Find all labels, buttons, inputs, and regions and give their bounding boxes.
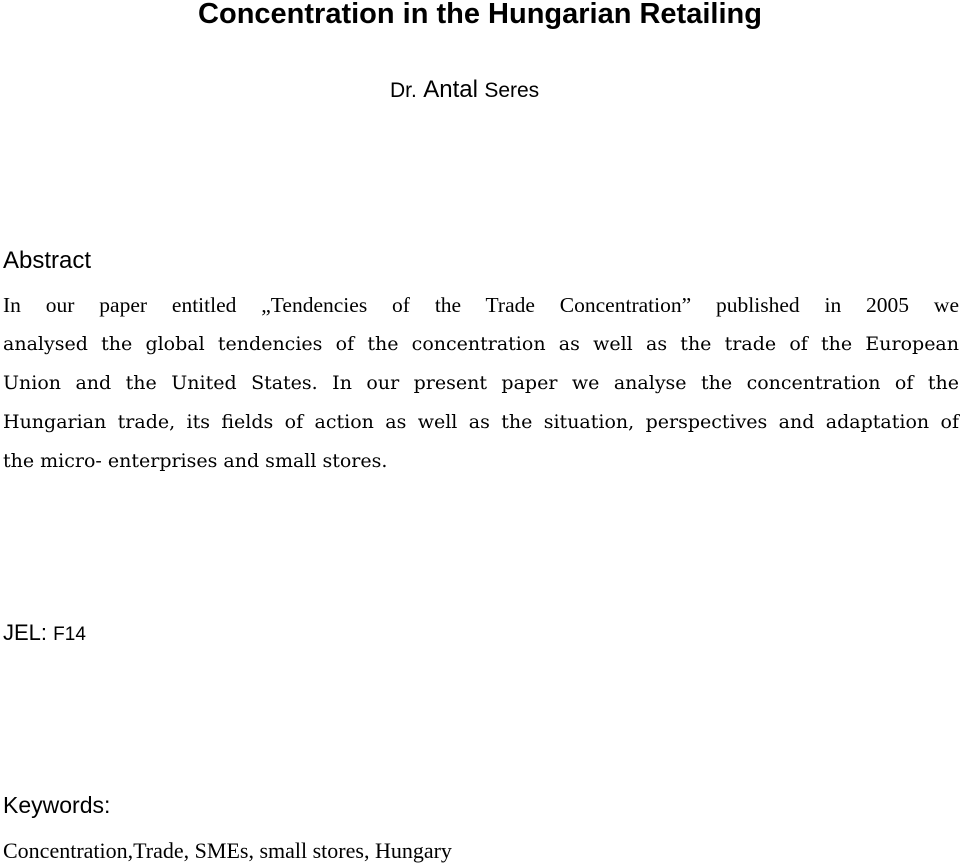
abstract-line: the micro- enterprises and small stores. bbox=[3, 450, 388, 472]
keywords-heading: Keywords: bbox=[3, 792, 111, 818]
paper-title: Concentration in the Hungarian Retailing bbox=[198, 0, 762, 30]
abstract-line: Hungarian trade, its fields of action as well as the situation, perspectives and adaptation of bbox=[3, 411, 959, 433]
author-first-name: Antal bbox=[423, 76, 478, 103]
jel-classification bbox=[3, 618, 86, 650]
abstract-body bbox=[3, 286, 959, 481]
abstract-line: In our paper entitled „Tendencies of the Trade Concentration” published in 2005 we bbox=[3, 293, 959, 317]
keywords-list: Concentration,Trade, SMEs, small stores, Hungary bbox=[3, 838, 452, 863]
abstract-heading: Abstract bbox=[3, 247, 92, 274]
abstract-line: analysed the global tendencies of the concentration as well as the trade of the European bbox=[3, 333, 959, 355]
author-prefix: Dr. bbox=[390, 79, 417, 102]
author-name bbox=[390, 74, 539, 106]
jel-code: F14 bbox=[53, 624, 86, 645]
jel-label: JEL: bbox=[3, 620, 48, 645]
abstract-line: Union and the United States. In our present paper we analyse the concentration of the bbox=[3, 372, 959, 394]
author-last-name: Seres bbox=[484, 79, 540, 102]
